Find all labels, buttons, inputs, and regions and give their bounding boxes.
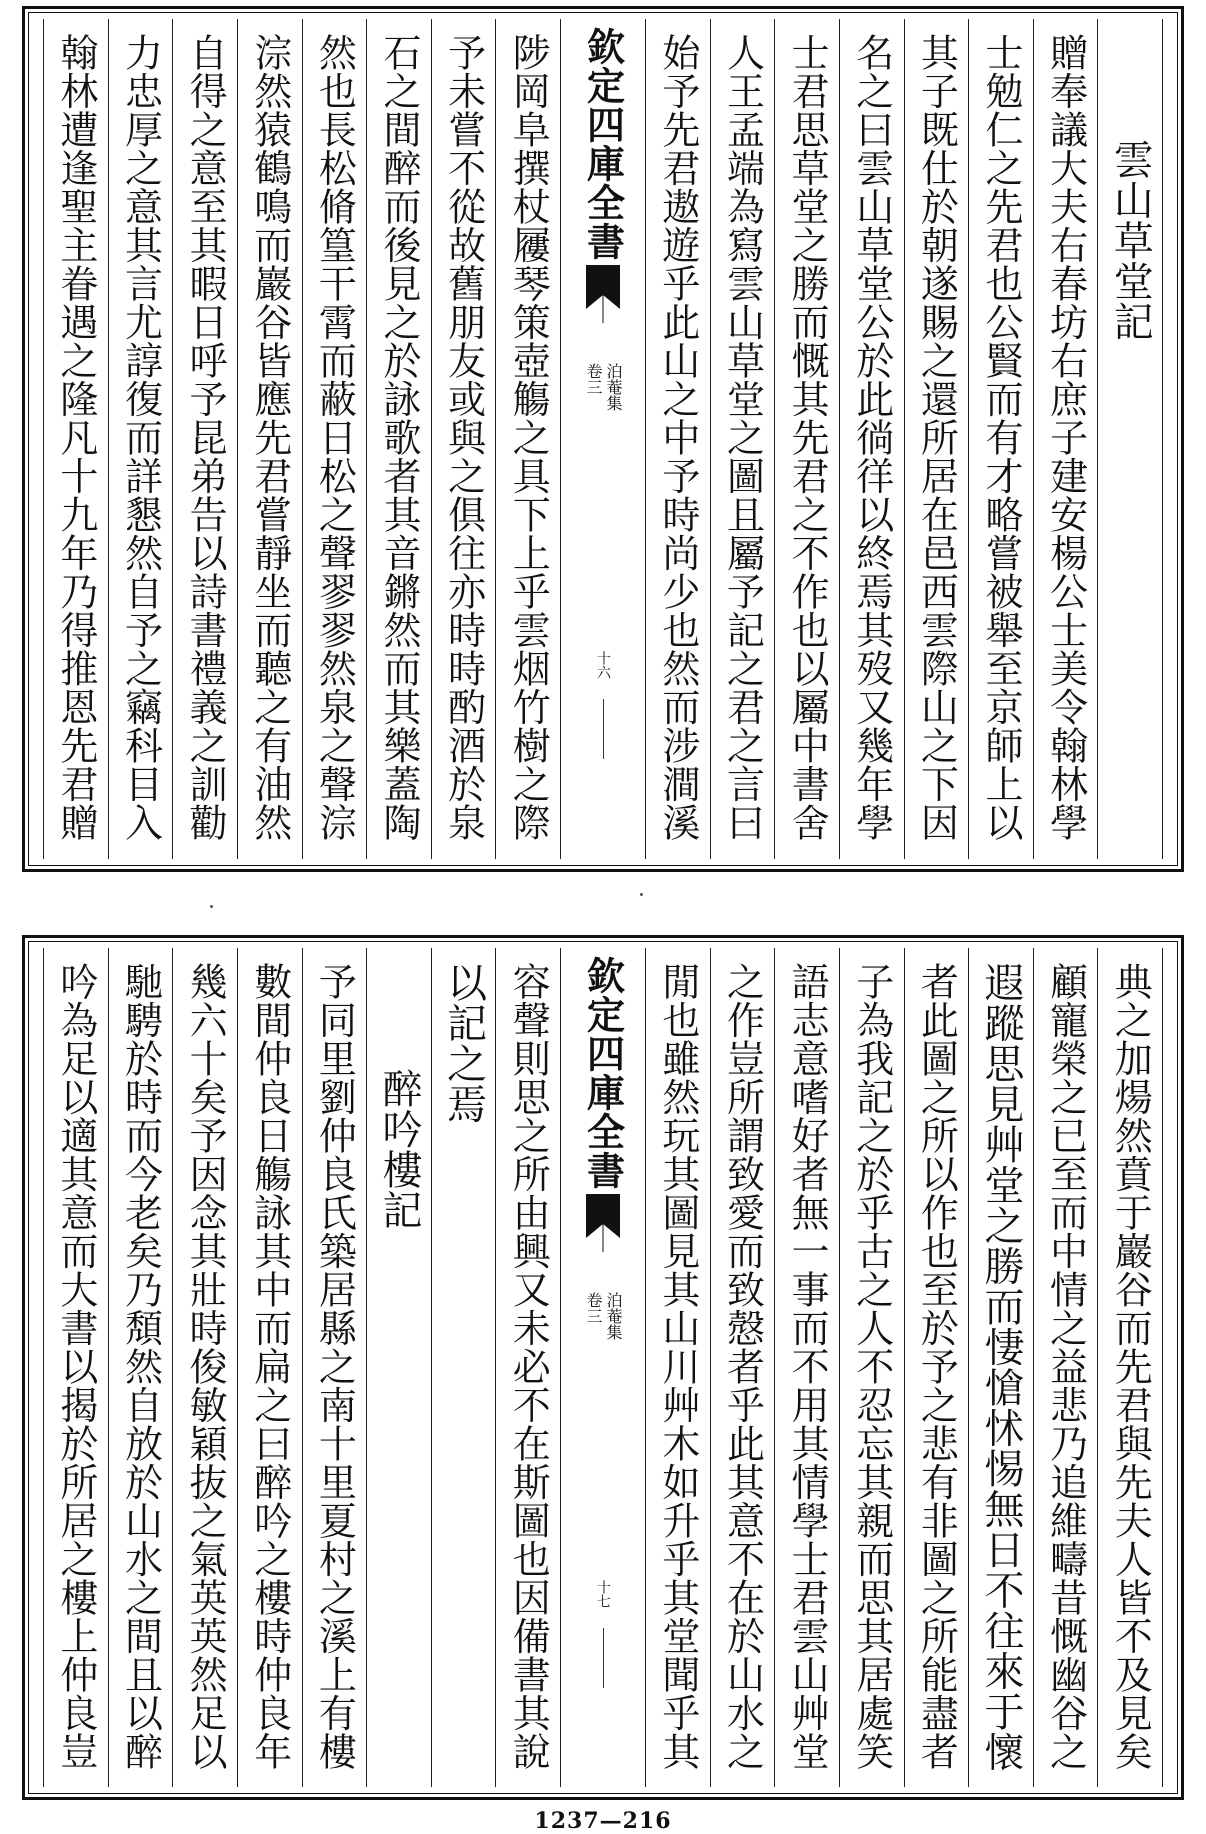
column [43,19,108,859]
column [431,948,496,1787]
text-column: 淙然猿鶴鳴而巖谷皆應先君嘗靜坐而聽之有油然 [247,33,292,842]
page-top [22,6,1184,872]
column [839,948,904,1787]
fold-line [603,699,604,759]
column [366,19,431,859]
column [968,19,1033,859]
column [645,948,710,1787]
column [1033,948,1098,1787]
page-bottom [22,935,1184,1800]
column [710,948,775,1787]
text-column: 力忠厚之意其言尤諄復而詳懇然自予之竊科目入 [118,33,163,842]
column [904,19,969,859]
text-column: 之作豈所謂致愛而致慤者乎此其意不在於山水之 [720,962,765,1771]
text-column: 陟岡阜撰杖屨琴策壺觴之具下上乎雲烟竹樹之際 [506,33,551,842]
text-column: 吟為足以適其意而大書以揭於所居之樓上仲良豈 [53,962,98,1771]
text-column: 語志意嗜好者無一事而不用其情學士君雲山艸堂 [785,962,830,1771]
column [108,19,173,859]
column [172,19,237,859]
column [108,948,173,1787]
column [237,19,302,859]
column [774,948,839,1787]
book-heart [560,19,645,859]
text-column: 遐蹤思見艸堂之勝而悽愴怵惕無日不往來于懷 [977,962,1024,1772]
page-top-columns [43,19,1163,859]
text-column: 予同里劉仲良氏築居縣之南十里夏村之溪上有樓 [312,962,357,1771]
column [302,19,367,859]
fishtail-mark-icon [586,265,620,323]
column [904,948,969,1787]
text-column: 閒也雖然玩其圖見其山川艸木如升乎其堂聞乎其 [655,962,700,1771]
book-name: 泊菴集 [604,363,623,411]
juan-number: 卷三 [584,363,603,395]
text-column: 予未嘗不從故舊朋友或與之俱往亦時時酌酒於泉 [441,33,486,842]
juan-number: 卷三 [584,1292,603,1324]
column [43,948,108,1787]
leaf-number: 十七 [595,1580,611,1608]
book-heart [560,948,645,1787]
text-column: 士勉仁之先君也公賢而有才略嘗被舉至京師上以 [978,33,1023,842]
column [495,948,560,1787]
text-column: 數間仲良日觴詠其中而扁之曰醉吟之樓時仲良年 [247,962,292,1771]
fishtail-mark-icon [586,1194,620,1252]
folio-number: 1237—216 [534,1808,672,1834]
essay-title: 雲山草堂記 [1107,139,1154,342]
text-column: 子為我記之於乎古之人不忍忘其親而思其居處笑 [849,962,894,1771]
text-column: 馳騁於時而今老矣乃頽然自放於山水之間且以醉 [118,962,163,1771]
book-name: 泊菴集 [604,1292,623,1340]
leaf-number: 十六 [595,651,611,679]
column [431,19,496,859]
text-column: 人王孟端為寫雲山草堂之圖且屬予記之君之言曰 [720,33,765,842]
text-column: 其子既仕於朝遂賜之還所居在邑西雲際山之下因 [914,33,959,842]
column [495,19,560,859]
column [172,948,237,1787]
collection-title: 欽定四庫全書 [580,27,626,261]
column [1097,19,1163,859]
column [968,948,1033,1787]
scan-speck [640,893,643,896]
text-column: 者此圖之所以作也至於予之悲有非圖之所能盡者 [914,962,959,1771]
column [237,948,302,1787]
page-bottom-columns [43,948,1163,1787]
text-column: 始予先君遨遊乎此山之中予時尚少也然而涉澗溪 [655,33,700,842]
text-column: 自得之意至其暇日呼予昆弟告以詩書禮義之訓勸 [183,33,228,842]
fold-line [603,1628,604,1688]
text-column: 典之加煬然賁于巖谷而先君與先夫人皆不及見矣 [1108,962,1153,1771]
text-column: 然也長松脩篁干霄而蔽日松之聲翏翏然泉之聲淙 [312,33,357,842]
column [710,19,775,859]
scan-speck [210,905,213,908]
fold-subtitle [585,1292,621,1340]
text-column: 名之曰雲山草堂公於此徜徉以終焉其歿又幾年學 [849,33,894,842]
text-column: 幾六十矣予因念其壯時俊敏穎抜之氣英英然足以 [183,962,228,1771]
text-column: 贈奉議大夫右春坊右庶子建安楊公士美令翰林學 [1043,33,1088,842]
text-column: 以記之焉 [440,962,487,1124]
column [839,19,904,859]
text-column: 翰林遭逢聖主眷遇之隆凡十九年乃得推恩先君贈 [53,33,98,842]
text-column: 石之間醉而後見之於詠歌者其音鏘然而其樂蓋陶 [376,33,421,842]
text-column: 士君思草堂之勝而慨其先君之不作也以屬中書舍 [785,33,830,842]
text-column: 顧寵榮之已至而中情之益悲乃追維疇昔慨幽谷之 [1043,962,1088,1771]
essay-title: 醉吟樓記 [375,1068,422,1230]
collection-title: 欽定四庫全書 [580,956,626,1190]
fold-subtitle [585,363,621,411]
column [366,948,431,1787]
column [302,948,367,1787]
column [645,19,710,859]
column [774,19,839,859]
column [1033,19,1098,859]
text-column: 容聲則思之所由興又未必不在斯圖也因備書其說 [506,962,551,1771]
column [1097,948,1163,1787]
